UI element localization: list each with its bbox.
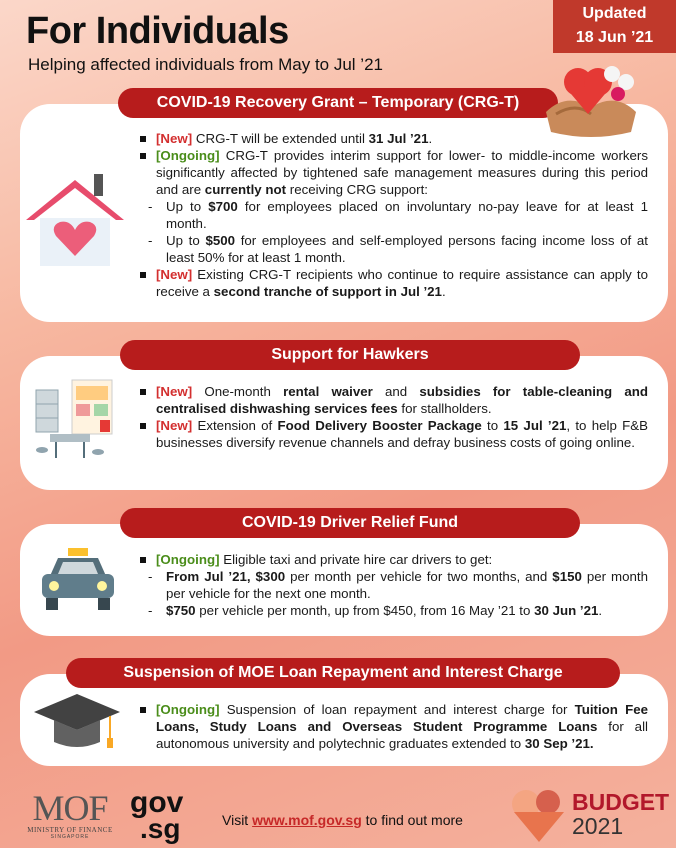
crgt-sub-1: - Up to $700 for employees placed on involuntary no-pay leave for at least 1 month.	[138, 198, 648, 232]
hawkers-bullet-2: [New] Extension of Food Delivery Booster Package to 15 Jul ’21, to help F&B businesses diversify revenue channels and defray business costs of going online.	[138, 417, 648, 451]
crgt-bullet-2: [Ongoing] CRG-T provides interim support for lower- to middle-income workers significantly affected by tightened safe management measures during this period and are currently not receiving CRG support:	[138, 147, 648, 198]
gov-logo-text: gov	[130, 786, 184, 819]
drivers-bullet-1: [Ongoing] Eligible taxi and private hire car drivers to get:	[138, 551, 648, 568]
drivers-body	[138, 551, 648, 619]
mof-logo-sub: MINISTRY OF FINANCE	[27, 826, 113, 834]
updated-label: Updated	[582, 5, 647, 22]
crgt-bullet-1: [New] CRG-T will be extended until 31 Jul ’21.	[138, 130, 648, 147]
drivers-heading: COVID-19 Driver Relief Fund	[120, 508, 580, 538]
budget-logo-text: BUDGET	[572, 789, 670, 815]
budget-logo-year: 2021	[572, 813, 624, 839]
updated-date: 18 Jun ’21	[575, 29, 654, 46]
crgt-bullet-3: [New] Existing CRG-T recipients who continue to require assistance can apply to receive a second tranche of support in Jul ’21.	[138, 266, 648, 300]
house-heart-icon	[20, 172, 130, 268]
hands-heart-icon	[536, 52, 646, 142]
crgt-sub-2: - Up to $500 for employees and self-employed persons facing income loss of at least 50% for at least 1 month.	[138, 232, 648, 266]
moe-heading: Suspension of MOE Loan Repayment and Interest Charge	[66, 658, 620, 688]
hawkers-heading: Support for Hawkers	[120, 340, 580, 370]
hawkers-bullet-1: [New] One-month rental waiver and subsidies for table-cleaning and centralised dishwashing services fees for stallholders.	[138, 383, 648, 417]
hawker-stall-icon	[26, 372, 126, 468]
mof-website-link[interactable]: www.mof.gov.sg	[252, 812, 362, 828]
page-subtitle: Helping affected individuals from May to Jul ’21	[28, 55, 383, 74]
budget-heart-icon	[508, 786, 570, 846]
page-title: For Individuals	[26, 10, 289, 52]
drivers-sub-1: - From Jul ’21, $300 per month per vehicle for two months, and $150 per month per vehicle for the next one month.	[138, 568, 648, 602]
crgt-body	[138, 130, 648, 300]
moe-bullet-1: [Ongoing] Suspension of loan repayment and interest charge for Tuition Fee Loans, Study Loans and Overseas Student Programme Loans for all autonomous university and polytechnic graduates extended to 30 Sep ’21.	[138, 701, 648, 752]
moe-body	[138, 701, 648, 752]
mof-logo-sub2: SINGAPORE	[50, 834, 90, 840]
mof-logo	[20, 790, 120, 840]
mof-logo-text: MOF	[32, 788, 108, 828]
crgt-heading: COVID-19 Recovery Grant – Temporary (CRG-T)	[118, 88, 558, 118]
graduation-cap-icon	[32, 688, 122, 758]
updated-badge	[553, 0, 676, 53]
gov-sg-logo	[130, 786, 200, 844]
budget-logo	[572, 790, 669, 838]
drivers-sub-2: - $750 per vehicle per month, up from $450, from 16 May ’21 to 30 Jun ’21.	[138, 602, 648, 619]
hawkers-body	[138, 383, 648, 451]
taxi-icon	[36, 546, 120, 616]
visit-text: Visit www.mof.gov.sg to find out more	[222, 812, 463, 828]
sg-logo-text: .sg	[140, 813, 181, 844]
